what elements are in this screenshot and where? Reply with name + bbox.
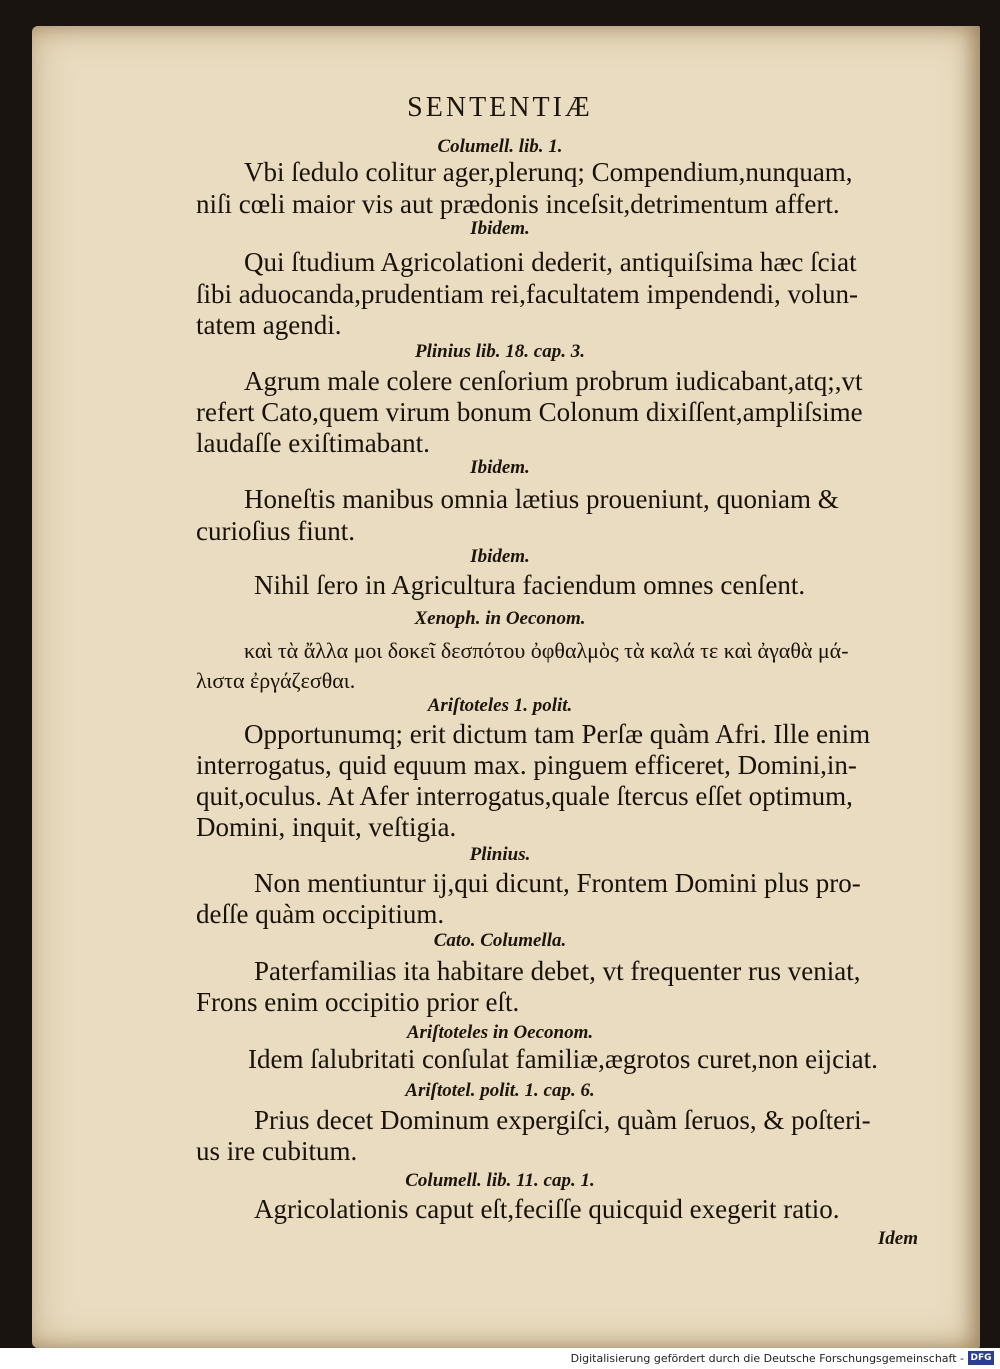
entry-line: Prius decet Dominum expergiſci, quàm ſeruos, & poſteri- [254,1105,871,1135]
footer-credit: Digitalisierung gefördert durch die Deutsche Forschungsgemeinschaft - [570,1352,964,1365]
running-head: SENTENTIÆ [407,92,593,123]
entry-line: Non mentiuntur ij,qui dicunt, Frontem Domini plus pro- [254,868,861,898]
entry-citation: Plinius. [469,844,531,865]
entry-line: λιστα ἐργάζεσθαι. [196,668,356,693]
entry-citation: Ariſtoteles in Oeconom. [406,1022,594,1043]
entry-citation: Ibidem. [470,546,530,567]
entry-citation: Plinius lib. 18. cap. 3. [415,341,585,362]
catchword: Idem [877,1228,918,1249]
entry-citation: Xenoph. in Oeconom. [414,608,586,629]
entry-line: Frons enim occipitio prior eſt. [196,987,520,1017]
entry-line: Vbi ſedulo colitur ager,plerunq; Compendium,nunquam, [244,157,853,187]
entry-line: laudaſſe exiſtimabant. [196,428,430,458]
entry-line: niſi cœli maior vis aut prædonis inceſsit,detrimentum affert. [196,189,840,219]
entry-citation: Columell. lib. 1. [437,136,563,157]
entry-line: refert Cato,quem virum bonum Colonum dixiſſent,ampliſsime [196,397,863,427]
entry-line: Qui ſtudium Agricolationi dederit, antiquiſsima hæc ſciat [244,247,857,277]
entry-line: us ire cubitum. [196,1136,358,1166]
entry-line: Agrum male colere cenſorium probrum iudicabant,atq;,vt [244,366,863,396]
entry-line: deſſe quàm occipitium. [196,899,445,929]
entry-line: Idem ſalubritati conſulat familiæ,ægrotos curet,non eijciat. [248,1044,878,1074]
entry-line: καὶ τὰ ἄλλα μοι δοκεῖ δεσπότου ὀφθαλμὸς τὰ καλά τε καὶ ἀγαθὰ μά- [244,638,849,663]
entry-line: quit,oculus. At Afer interrogatus,quale ſtercus eſſet optimum, [196,781,853,811]
entry-citation: Ariſtotel. polit. 1. cap. 6. [405,1080,595,1101]
entry-line: interrogatus, quid equum max. pinguem efficeret, Domini,in- [196,750,857,780]
entry-line: Agricolationis caput eſt,feciſſe quicquid exegerit ratio. [254,1194,840,1224]
entry-citation: Ibidem. [470,457,530,478]
entry-line: Opportunumq; erit dictum tam Perſæ quàm Afri. Ille enim [244,719,871,749]
entry-citation: Cato. Columella. [433,930,567,951]
entry-line: Paterfamilias ita habitare debet, vt frequenter rus veniat, [254,956,861,986]
entry-citation: Columell. lib. 11. cap. 1. [405,1170,595,1191]
entry-line: ſibi aduocanda,prudentiam rei,facultatem impendendi, volun- [196,279,859,309]
entry-line: Honeſtis manibus omnia lætius proueniunt, quoniam & [244,484,839,514]
entry-line: curioſius fiunt. [196,516,355,546]
entry-line: Nihil ſero in Agricultura faciendum omnes cenſent. [254,570,806,600]
entry-line: Domini, inquit, veſtigia. [196,812,457,842]
entry-citation: Ariſtoteles 1. polit. [427,695,573,716]
entry-citation: Ibidem. [470,218,530,239]
entry-line: tatem agendi. [196,310,342,340]
dfg-logo: DFG [968,1351,994,1365]
